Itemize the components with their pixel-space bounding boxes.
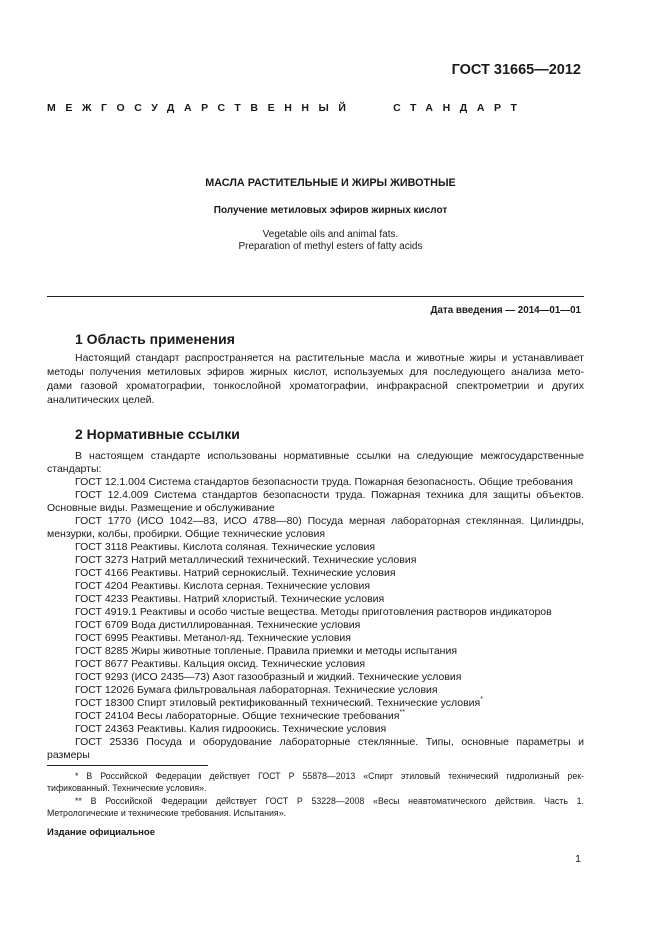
reference-line: ГОСТ 25336 Посуда и оборудование лабораторные стеклянные. Типы, основные параметры и (75, 736, 584, 748)
section2-intro-line: В настоящем стандарте использованы нормативные ссылки на следующие межгосударственные (75, 450, 584, 462)
reference-line: ГОСТ 9293 (ИСО 2435—73) Азот газообразный и жидкий. Технические условия (75, 671, 462, 683)
section2-intro-line: стандарты: (47, 463, 102, 475)
document-subtitle: Получение метиловых эфиров жирных кислот (213, 205, 448, 216)
footnote-mark: * (480, 696, 483, 703)
header-divider (47, 296, 584, 297)
document-title: МАСЛА РАСТИТЕЛЬНЫЕ И ЖИРЫ ЖИВОТНЫЕ (205, 177, 456, 189)
reference-line: ГОСТ 12.4.009 Система стандартов безопасности труда. Пожарная техника для защиты объектов. (75, 489, 584, 501)
reference-line: ГОСТ 12026 Бумага фильтровальная лабораторная. Технические условия (75, 684, 438, 696)
reference-line-24104 (75, 710, 584, 723)
page-number: 1 (575, 853, 581, 865)
english-title-line2: Preparation of methyl esters of fatty acids (238, 241, 423, 252)
section1-line: аналитических целей. (47, 394, 155, 406)
reference-line: мензурки, колбы, пробирки. Общие технические условия (47, 528, 326, 540)
reference-line: ГОСТ 3118 Реактивы. Кислота соляная. Технические условия (75, 541, 376, 553)
reference-line: ГОСТ 4166 Реактивы. Натрий сернокислый. Технические условия (75, 567, 396, 579)
footnote-divider (47, 765, 208, 766)
introduction-date: Дата введения — 2014—01—01 (430, 305, 581, 316)
official-edition-label: Издание официальное (47, 827, 155, 838)
section1-line: Настоящий стандарт распространяется на растительные масла и животные жиры и устанавливает (75, 352, 584, 364)
footnote-line: тификованный. Технические условия». (47, 783, 207, 793)
reference-line: ГОСТ 1770 (ИСО 1042—83, ИСО 4788—80) Посуда мерная лабораторная стеклянная. Цилиндры, (75, 515, 584, 527)
footnote-mark: ** (399, 709, 405, 716)
reference-line: ГОСТ 6709 Вода дистиллированная. Технические условия (75, 619, 361, 631)
english-title-line1: Vegetable oils and animal fats. (262, 229, 399, 240)
footnote-line: ** В Российской Федерации действует ГОСТ Р 53228—2008 «Весы неавтоматического действия. Часть 1. (75, 796, 584, 806)
reference-line: размеры (47, 749, 90, 761)
reference-line: ГОСТ 24363 Реактивы. Калия гидроокись. Технические условия (75, 723, 387, 735)
reference-line: ГОСТ 4919.1 Реактивы и особо чистые вещества. Методы приготовления растворов индикаторов (75, 606, 552, 618)
reference-line: ГОСТ 12.1.004 Система стандартов безопасности труда. Пожарная безопасность. Общие требования (75, 476, 573, 488)
gost-number: ГОСТ 31665—2012 (451, 62, 581, 78)
interstate-standard-label: МЕЖГОСУДАРСТВЕННЫЙ СТАНДАРТ (47, 102, 527, 114)
reference-line: ГОСТ 4233 Реактивы. Натрий хлористый. Технические условия (75, 593, 385, 605)
reference-line-18300 (75, 697, 584, 710)
reference-line: ГОСТ 6995 Реактивы. Метанол-яд. Технические условия (75, 632, 351, 644)
section2-heading: 2 Нормативные ссылки (75, 426, 240, 442)
reference-line: ГОСТ 8285 Жиры животные топленые. Правила приемки и методы испытания (75, 645, 458, 657)
section1-line: дами газовой хроматографии, тонкослойной хроматографии, инфракрасной спектрометрии и других (47, 380, 584, 392)
footnote-line: * В Российской Федерации действует ГОСТ Р 55878—2013 «Спирт этиловый технический гидролизный рек- (75, 771, 584, 781)
reference-line: ГОСТ 4204 Реактивы. Кислота серная. Технические условия (75, 580, 371, 592)
footnote-line: Метрологические и технические требования. Испытания». (47, 808, 287, 818)
reference-line: Основные виды. Размещение и обслуживание (47, 502, 275, 514)
reference-line: ГОСТ 3273 Натрий металлический технический. Технические условия (75, 554, 417, 566)
section1-heading: 1 Область применения (75, 331, 235, 347)
reference-text: ГОСТ 24104 Весы лабораторные. Общие технические требования (75, 710, 400, 722)
reference-line: ГОСТ 8677 Реактивы. Кальция оксид. Технические условия (75, 658, 366, 670)
reference-text: ГОСТ 18300 Спирт этиловый ректификованный технический. Технические условия (75, 697, 481, 709)
section1-line: методы получения метиловых эфиров жирных кислот, используемых для последующего анализа мето- (47, 366, 584, 378)
